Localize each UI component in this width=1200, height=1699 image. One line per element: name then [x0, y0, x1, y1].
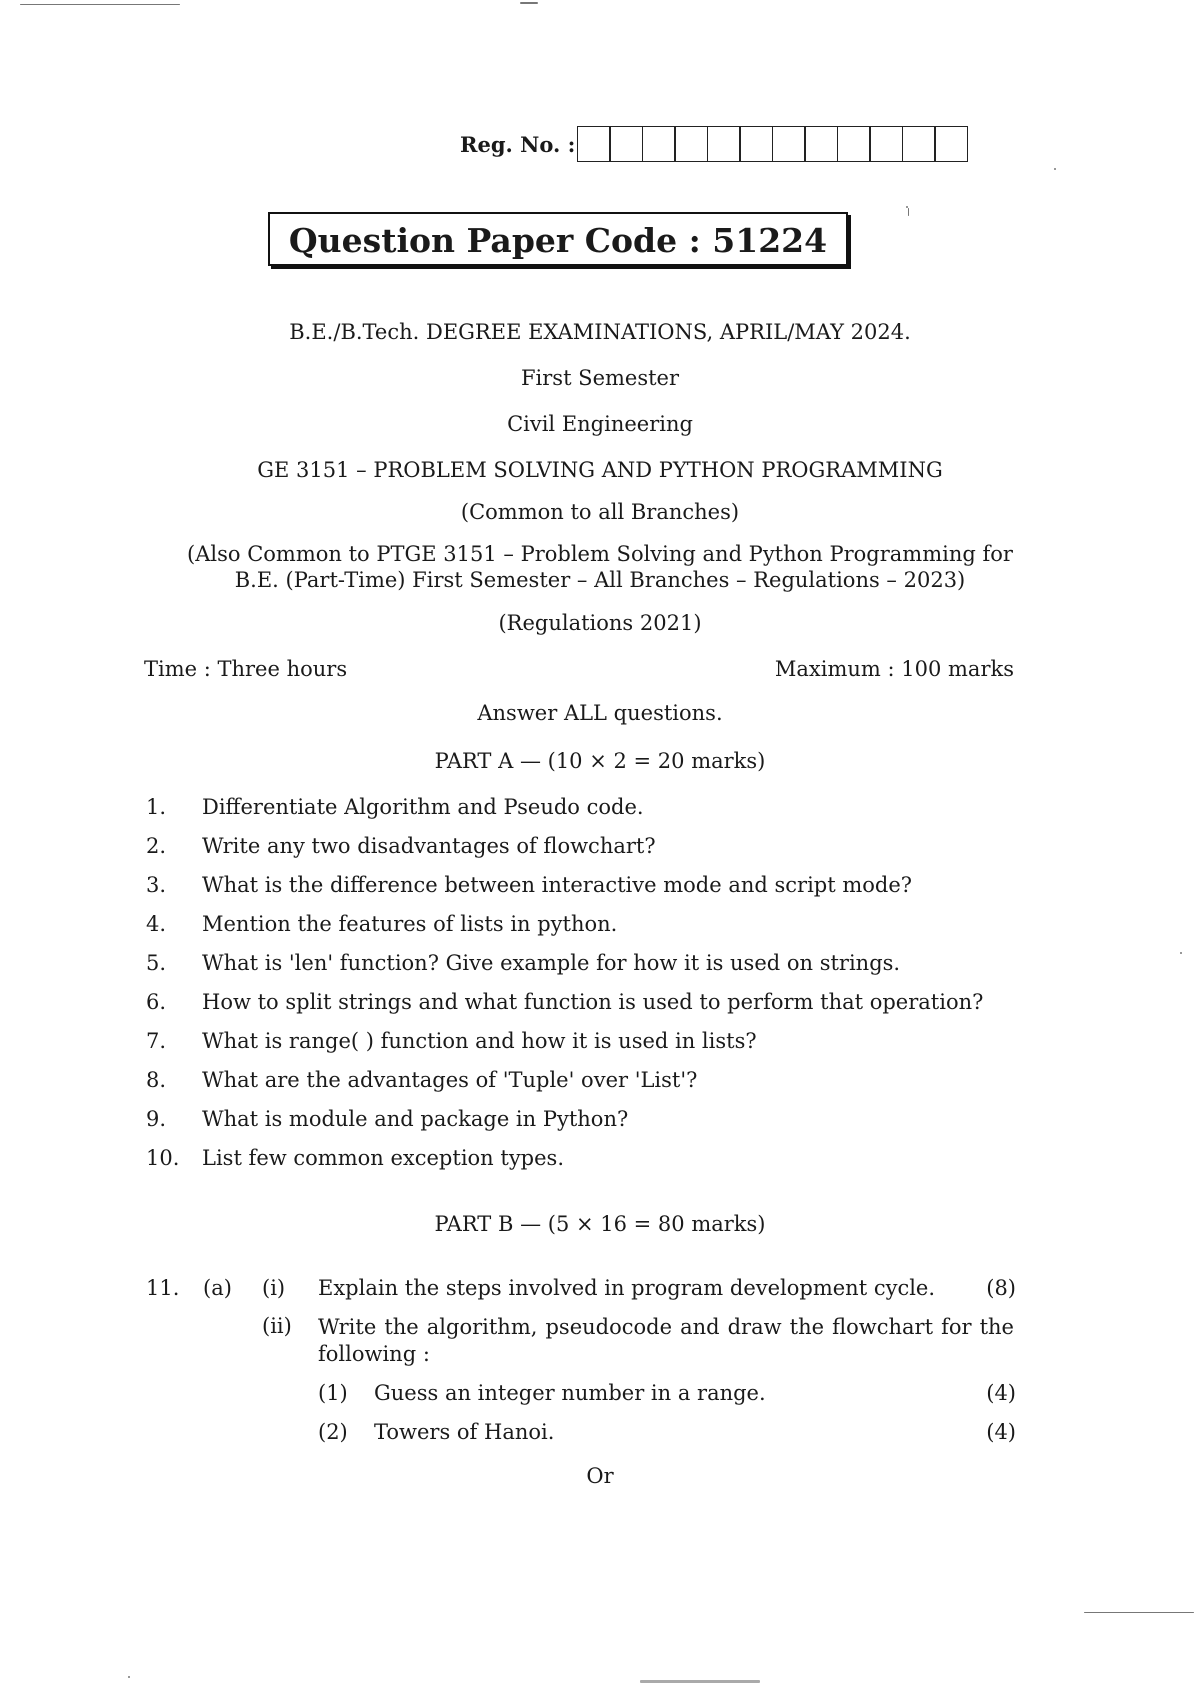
- regulations: (Regulations 2021): [498, 611, 702, 635]
- question-text: What are the advantages of 'Tuple' over 'List'?: [202, 1068, 698, 1092]
- question-number: 7.: [146, 1029, 167, 1053]
- subpart-text: Explain the steps involved in program development cycle.: [318, 1276, 936, 1300]
- reg-no-box: [837, 126, 871, 162]
- question-number: 11.: [146, 1276, 180, 1300]
- marks: (4): [986, 1381, 1016, 1405]
- marks: (4): [986, 1420, 1016, 1444]
- question-text: What is 'len' function? Give example for how it is used on strings.: [202, 951, 901, 975]
- scan-artifact: [908, 208, 909, 216]
- question-text: What is the difference between interactive mode and script mode?: [202, 873, 913, 897]
- scan-artifact: [20, 4, 180, 5]
- scan-artifact: [1084, 1612, 1194, 1613]
- part-b-heading: PART B — (5 × 16 = 80 marks): [434, 1212, 766, 1236]
- instruction: Answer ALL questions.: [477, 701, 723, 725]
- question-number: 5.: [146, 951, 167, 975]
- question-number: 3.: [146, 873, 167, 897]
- question-text: Write any two disadvantages of flowchart?: [202, 834, 656, 858]
- maximum-marks: Maximum : 100 marks: [774, 657, 1014, 681]
- exam-title: B.E./B.Tech. DEGREE EXAMINATIONS, APRIL/MAY 2024.: [289, 320, 911, 344]
- question-number: 4.: [146, 912, 167, 936]
- reg-no-label: Reg. No. :: [460, 132, 576, 157]
- question-number: 1.: [146, 795, 167, 819]
- or-separator: Or: [586, 1464, 614, 1488]
- question-number: 9.: [146, 1107, 167, 1131]
- also-common-line-2: B.E. (Part-Time) First Semester – All Branches – Regulations – 2023): [234, 568, 966, 592]
- reg-no-box: [642, 126, 676, 162]
- question-text: List few common exception types.: [202, 1146, 565, 1170]
- question-number: 10.: [146, 1146, 180, 1170]
- semester: First Semester: [520, 366, 680, 390]
- reg-no-box: [869, 126, 903, 162]
- scan-artifact: [640, 1680, 760, 1683]
- reg-no-box: [609, 126, 643, 162]
- reg-no-box: [902, 126, 936, 162]
- subpart-label: (ii): [262, 1314, 292, 1338]
- question-text: What is range( ) function and how it is used in lists?: [202, 1029, 757, 1053]
- question-text: What is module and package in Python?: [202, 1107, 629, 1131]
- reg-no-boxes: [578, 126, 968, 162]
- reg-no-box: [577, 126, 611, 162]
- question-number: 6.: [146, 990, 167, 1014]
- scan-artifact: [1180, 952, 1182, 954]
- scan-artifact: [128, 1676, 130, 1678]
- item-label: (1): [318, 1381, 348, 1405]
- marks: (8): [986, 1276, 1016, 1300]
- common-note: (Common to all Branches): [460, 500, 740, 524]
- scan-artifact: [1054, 168, 1056, 170]
- part-a-heading: PART A — (10 × 2 = 20 marks): [434, 749, 766, 773]
- scan-artifact: [520, 2, 538, 4]
- reg-no-box: [674, 126, 708, 162]
- item-text: Towers of Hanoi.: [374, 1420, 555, 1444]
- time-allowed: Time : Three hours: [144, 657, 348, 681]
- reg-no-box: [739, 126, 773, 162]
- question-paper-code: Question Paper Code : 51224: [268, 212, 848, 266]
- course-title: GE 3151 – PROBLEM SOLVING AND PYTHON PROGRAMMING: [257, 458, 943, 482]
- reg-no-box: [804, 126, 838, 162]
- reg-no-box: [934, 126, 968, 162]
- reg-no-box: [772, 126, 806, 162]
- question-number: 2.: [146, 834, 167, 858]
- also-common-line-1: (Also Common to PTGE 3151 – Problem Solving and Python Programming for: [187, 542, 1013, 566]
- question-text: Differentiate Algorithm and Pseudo code.: [202, 795, 644, 819]
- question-text: How to split strings and what function is used to perform that operation?: [202, 990, 984, 1014]
- question-part-label: (a): [203, 1276, 232, 1300]
- reg-no-box: [707, 126, 741, 162]
- question-number: 8.: [146, 1068, 167, 1092]
- department: Civil Engineering: [507, 412, 693, 436]
- subpart-label: (i): [262, 1276, 286, 1300]
- subpart-text: Write the algorithm, pseudocode and draw the flowchart for the following :: [318, 1315, 1014, 1366]
- item-text: Guess an integer number in a range.: [374, 1381, 766, 1405]
- item-label: (2): [318, 1420, 348, 1444]
- question-text: Mention the features of lists in python.: [202, 912, 618, 936]
